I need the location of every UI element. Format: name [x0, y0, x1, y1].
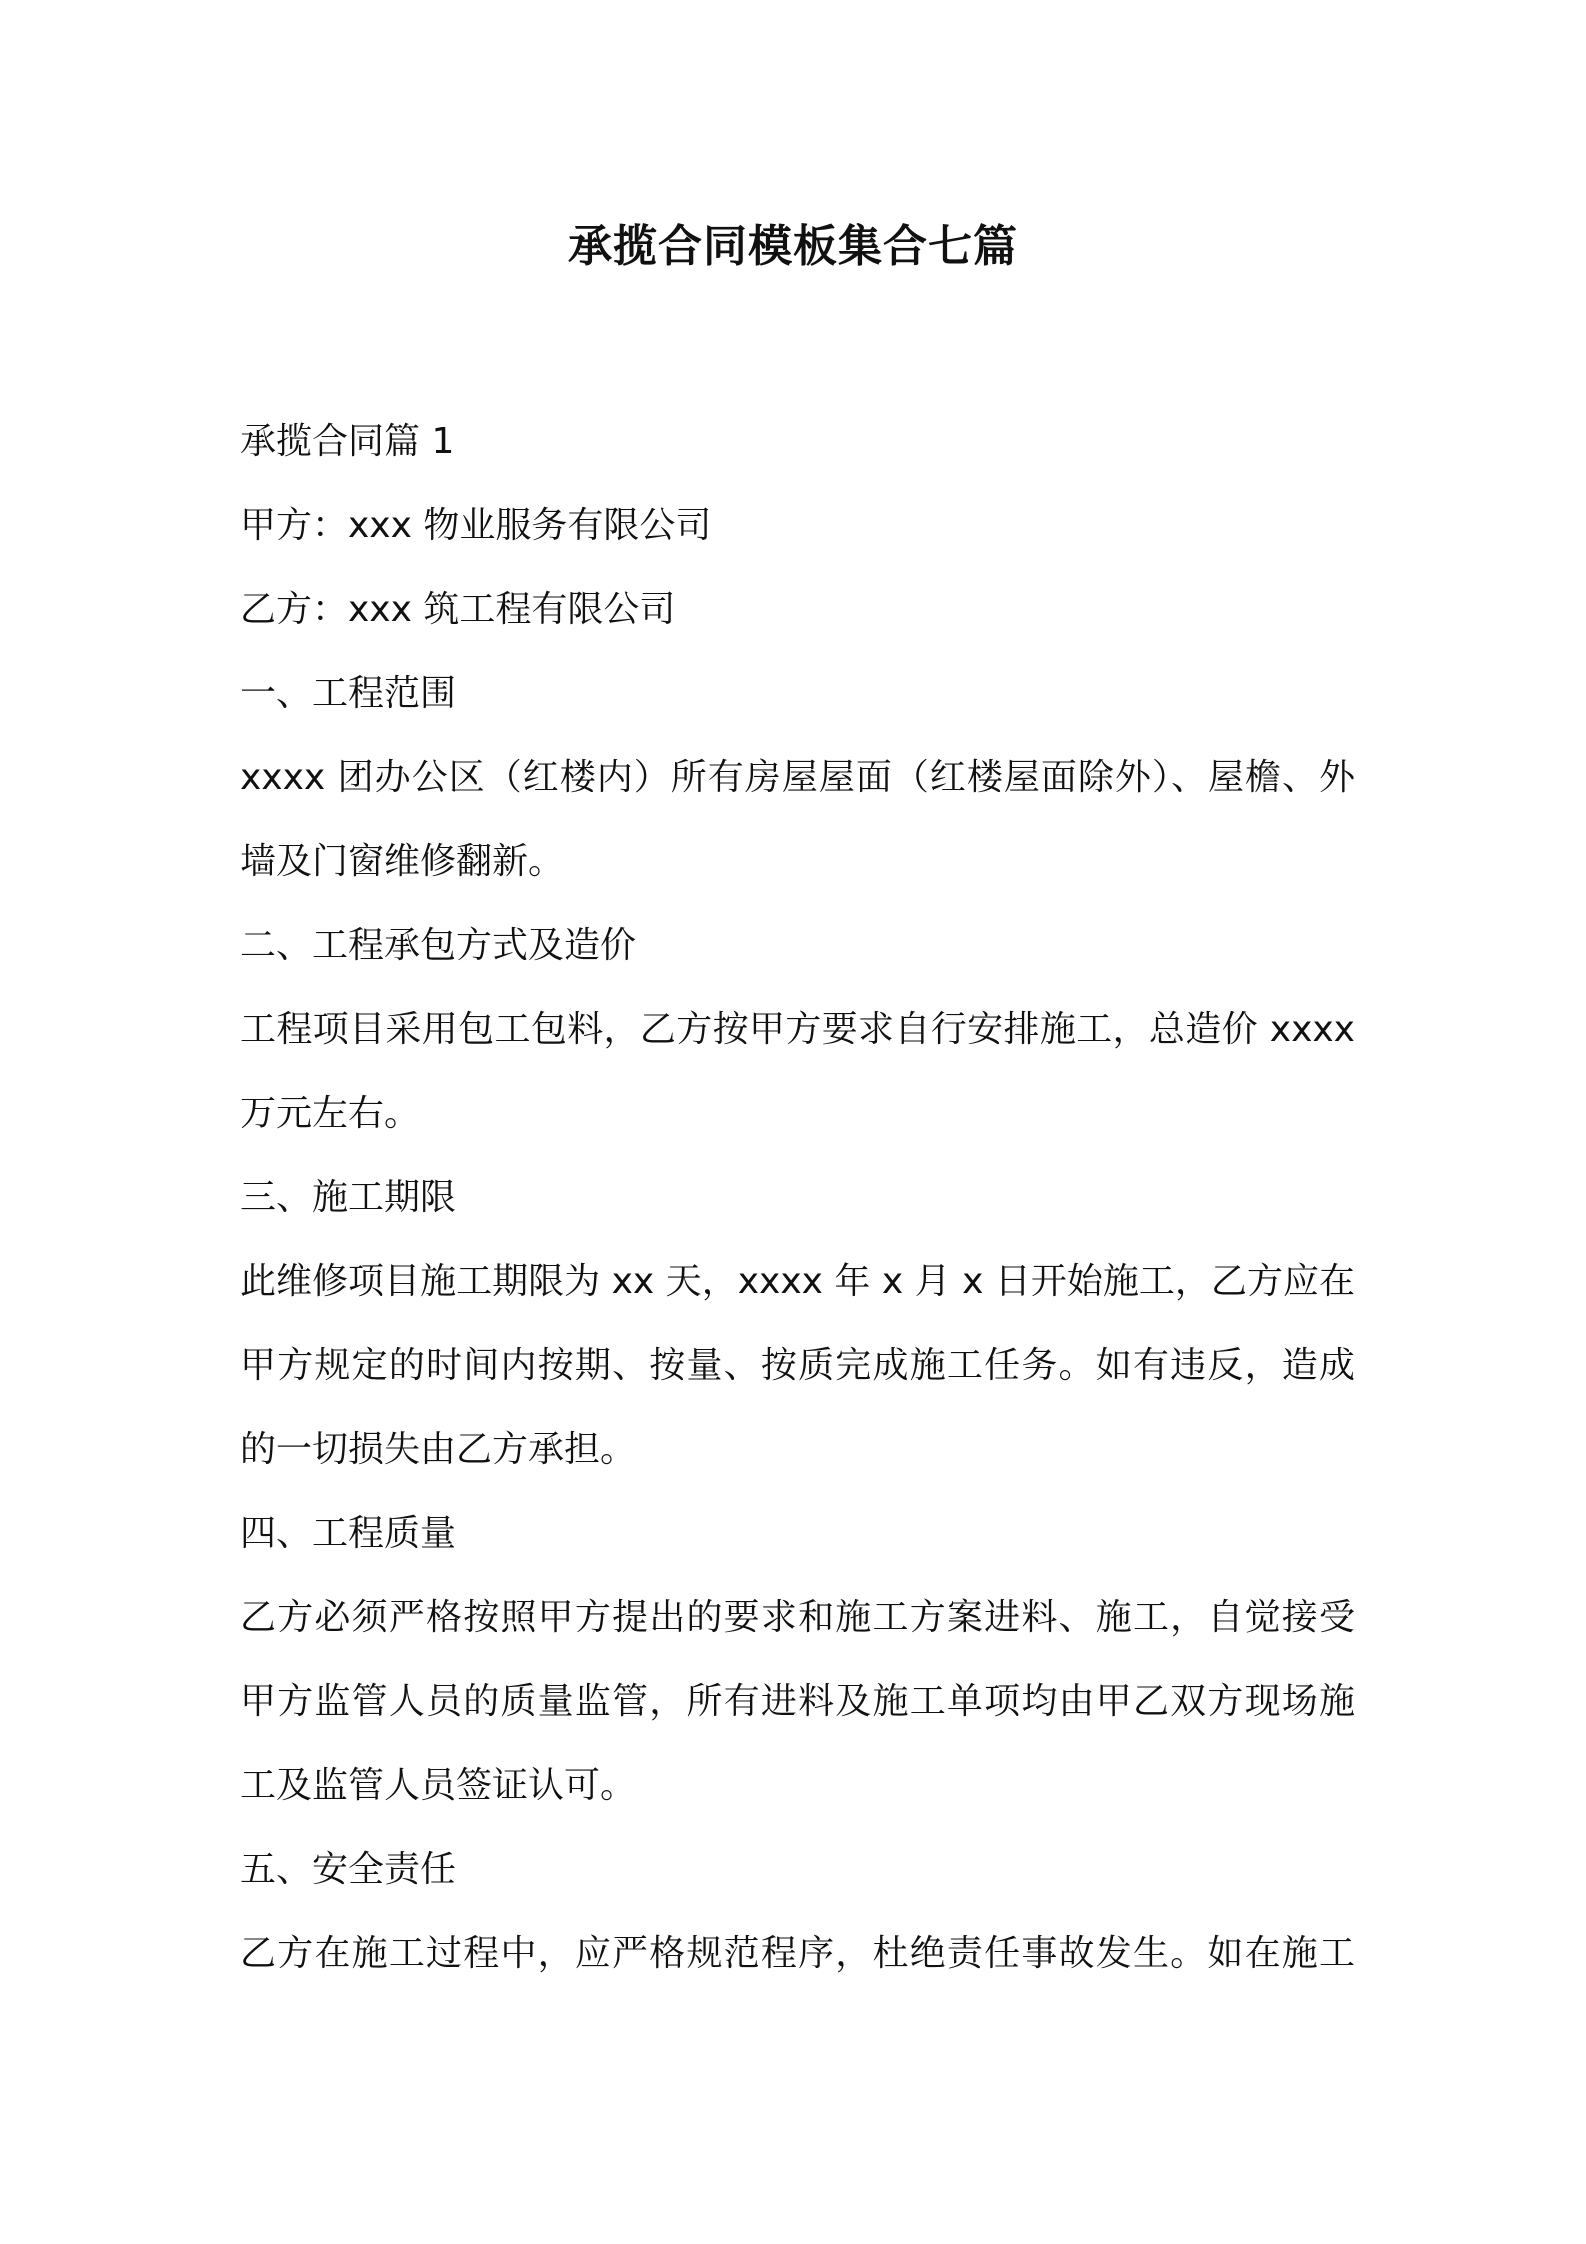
- scope-paragraph-line-2: 墙及门窗维修翻新。: [240, 841, 565, 882]
- scope-paragraph-line-1: xxxx 团办公区（红楼内）所有房屋屋面（红楼屋面除外）、屋檐、外: [240, 757, 1355, 798]
- party-b-line: 乙方：xxx 筑工程有限公司: [240, 589, 676, 630]
- party-a-line: 甲方：xxx 物业服务有限公司: [240, 505, 712, 546]
- method-paragraph-line-1: 工程项目采用包工包料，乙方按甲方要求自行安排施工，总造价 xxxx: [240, 1009, 1355, 1050]
- method-paragraph-line-2: 万元左右。: [240, 1093, 421, 1134]
- section-heading-contracting-method: 二、工程承包方式及造价: [240, 925, 637, 966]
- document-title: 承揽合同模板集合七篇: [568, 221, 1018, 272]
- period-paragraph-line-1: 此维修项目施工期限为 xx 天，xxxx 年 x 月 x 日开始施工，乙方应在: [240, 1261, 1355, 1302]
- quality-paragraph-line-2: 甲方监管人员的质量监管，所有进料及施工单项均由甲乙双方现场施: [240, 1681, 1355, 1722]
- document-body: [240, 400, 1355, 1996]
- quality-paragraph-line-1: 乙方必须严格按照甲方提出的要求和施工方案进料、施工，自觉接受: [240, 1597, 1355, 1638]
- section-heading-contract-1: 承揽合同篇 1: [240, 421, 455, 462]
- period-paragraph-line-2: 甲方规定的时间内按期、按量、按质完成施工任务。如有违反，造成: [240, 1345, 1355, 1386]
- section-heading-quality: 四、工程质量: [240, 1513, 457, 1554]
- section-heading-construction-period: 三、施工期限: [240, 1177, 457, 1218]
- quality-paragraph-line-3: 工及监管人员签证认可。: [240, 1765, 637, 1806]
- period-paragraph-line-3: 的一切损失由乙方承担。: [240, 1429, 637, 1470]
- section-heading-scope: 一、工程范围: [240, 673, 457, 714]
- safety-paragraph-line-1: 乙方在施工过程中，应严格规范程序，杜绝责任事故发生。如在施工: [240, 1933, 1355, 1974]
- section-heading-safety: 五、安全责任: [240, 1849, 457, 1890]
